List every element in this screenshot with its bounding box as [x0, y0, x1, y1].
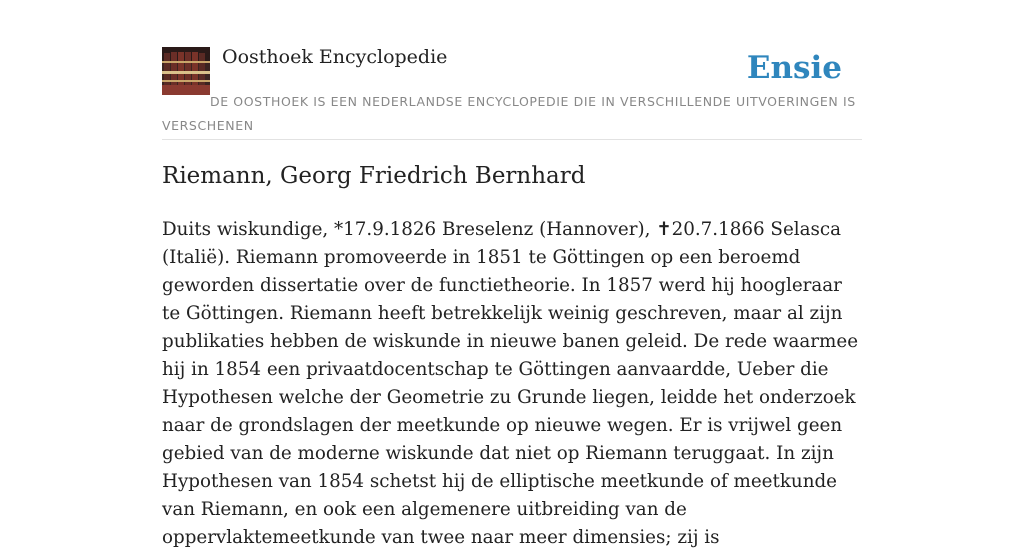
article-title: Riemann, Georg Friedrich Bernhard	[162, 163, 586, 189]
article-body: Duits wiskundige, *17.9.1826 Breselenz (Hannover), ✝20.7.1866 Selasca (Italië). Riemann promoveerde in 1851 te Göttingen op een beroemd geworden dissertatie over de functietheorie. In 1857 werd hij hoogleraar te Göttingen. Riemann heeft betrekkelijk weinig geschreven, maar al zijn publikaties hebben de wiskunde in nieuwe banen geleid. De rede waarmee hij in 1854 een privaatdocentschap te Göttingen aanvaardde, Ueber die Hypothesen welche der Geometrie zu Grunde liegen, leidde het onderzoek naar de grondslagen der meetkunde op nieuwe wegen. Er is vrijwel geen gebied van de moderne wiskunde dat niet op Riemann teruggaat. In zijn Hypothesen van 1854 schetst hij de elliptische meetkunde of meetkunde van Riemann, en ook een algemenere uitbreiding van de oppervlaktemeetkunde van twee naar meer dimensies; zij is	[162, 219, 859, 548]
header-divider	[162, 139, 862, 140]
brand-logo[interactable]: Ensie	[746, 50, 842, 86]
site-tagline: DE OOSTHOEK IS EEN NEDERLANDSE ENCYCLOPEDIE DIE IN VERSCHILLENDE UITVOERINGEN IS VERSCHENEN	[162, 94, 856, 133]
encyclopedia-books-icon	[162, 47, 210, 95]
site-avatar[interactable]	[162, 47, 210, 95]
site-name[interactable]: Oosthoek Encyclopedie	[222, 46, 448, 68]
